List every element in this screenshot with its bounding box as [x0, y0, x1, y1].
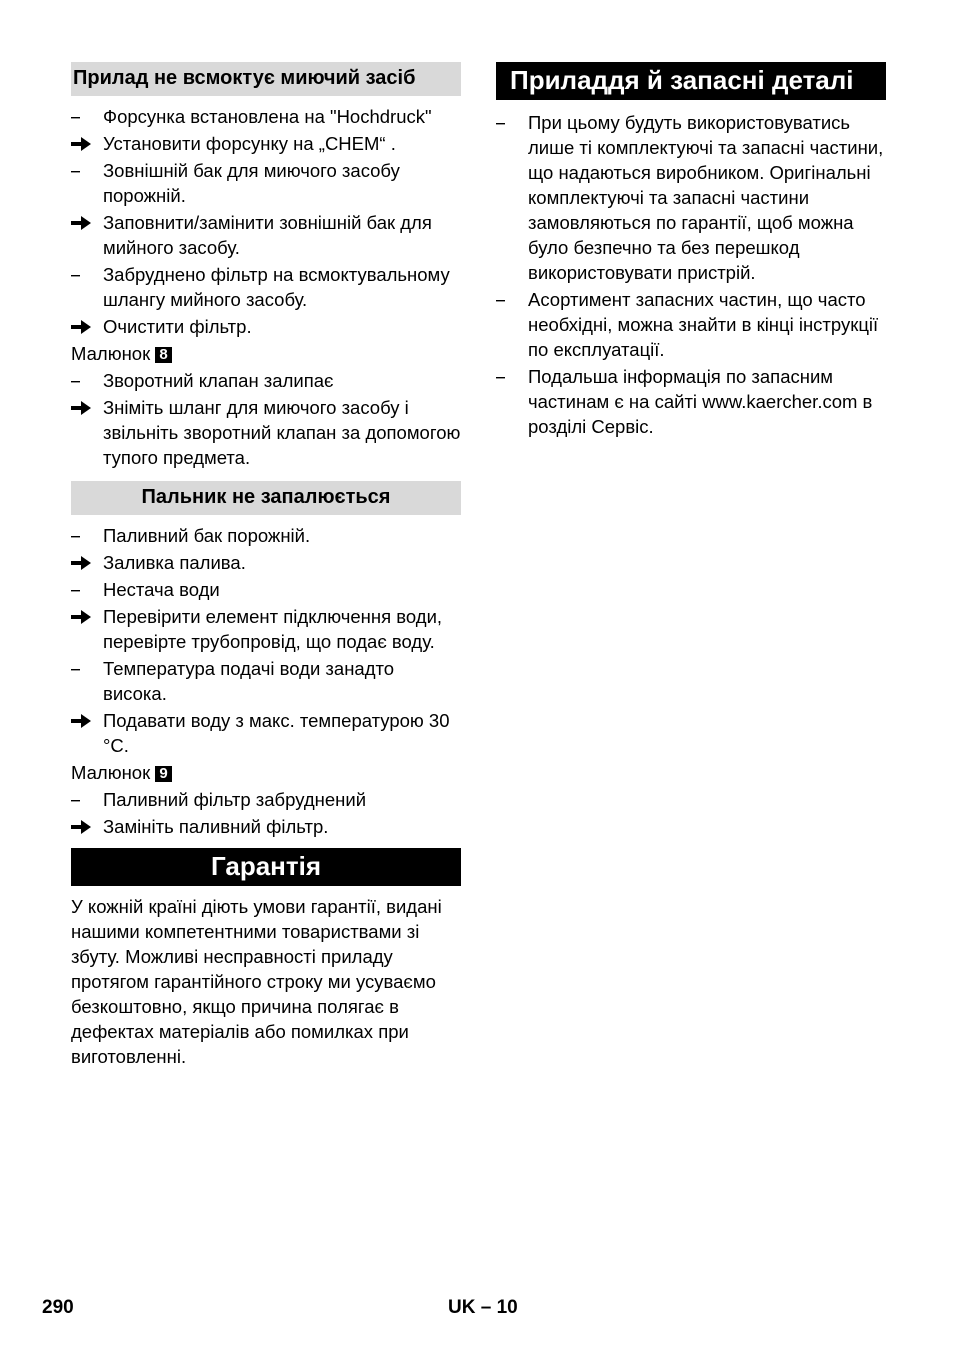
cause-item — [496, 110, 886, 285]
dash-bullet-icon — [496, 364, 520, 384]
item-text: Забруднено фільтр на всмоктувальному шлангу мийного засобу. — [103, 264, 450, 310]
dash-bullet-icon — [71, 104, 95, 124]
item-text: Форсунка встановлена на "Hochdruck" — [103, 106, 432, 127]
warranty-heading: Гарантія — [71, 848, 461, 886]
right-column — [496, 62, 886, 439]
cause-item — [71, 262, 461, 312]
dash-bullet-icon — [71, 656, 95, 676]
burner-troubleshooting-list — [71, 523, 461, 758]
cause-item — [71, 368, 461, 393]
accessories-list — [496, 110, 886, 439]
dash-bullet-icon — [71, 262, 95, 282]
page-number: 290 — [42, 1297, 74, 1318]
cause-item — [71, 104, 461, 129]
figure-number-badge: 8 — [155, 347, 171, 363]
action-item — [71, 210, 461, 260]
item-text: Зворотний клапан залипає — [103, 370, 334, 391]
figure-reference-9 — [71, 760, 461, 785]
item-text: Зовнішній бак для миючого засобу порожній. — [103, 160, 400, 206]
item-text: Очистити фільтр. — [103, 316, 252, 337]
item-text: Нестача води — [103, 579, 220, 600]
item-text: Заливка палива. — [103, 552, 246, 573]
arrow-right-icon — [71, 314, 95, 334]
action-item — [71, 314, 461, 339]
arrow-right-icon — [71, 604, 95, 624]
item-text: Паливний фільтр забруднений — [103, 789, 367, 810]
dash-bullet-icon — [71, 158, 95, 178]
action-item — [71, 131, 461, 156]
item-text: Температура подачі води занадто висока. — [103, 658, 395, 704]
fuel-filter-list — [71, 787, 461, 839]
figure-label: Малюнок — [71, 343, 151, 364]
cause-item — [496, 287, 886, 362]
item-text: Зніміть шланг для миючого засобу і звільніть зворотний клапан за допомогою тупого предмета. — [103, 397, 461, 468]
cause-item — [71, 787, 461, 812]
cause-item — [71, 523, 461, 548]
cause-item — [71, 656, 461, 706]
arrow-right-icon — [71, 814, 95, 834]
section-heading-burner: Пальник не запалюється — [71, 481, 461, 515]
action-item — [71, 604, 461, 654]
action-item — [71, 814, 461, 839]
item-text: Заповнити/замінити зовнішній бак для мийного засобу. — [103, 212, 432, 258]
cause-item — [71, 158, 461, 208]
item-text: Подальша інформація по запасним частинам є на сайті www.kaercher.com в розділі Сервіс. — [528, 366, 873, 437]
action-item — [71, 550, 461, 575]
cause-item — [71, 577, 461, 602]
dash-bullet-icon — [71, 577, 95, 597]
figure-label: Малюнок — [71, 762, 151, 783]
left-column — [71, 62, 461, 1069]
section-heading-detergent: Прилад не всмоктує миючий засіб — [71, 62, 461, 96]
dash-bullet-icon — [71, 368, 95, 388]
item-text: Подавати воду з макс. температурою 30 °C. — [103, 710, 450, 756]
check-valve-list — [71, 368, 461, 470]
arrow-right-icon — [71, 550, 95, 570]
arrow-right-icon — [71, 131, 95, 151]
item-text: Замініть паливний фільтр. — [103, 816, 329, 837]
arrow-right-icon — [71, 395, 95, 415]
dash-bullet-icon — [496, 287, 520, 307]
warranty-paragraph: У кожній країні діють умови гарантії, видані нашими компетентними товариствами зі збуту. Можливі несправності приладу протягом гарантійного строку ми усуваємо безкоштовно, якщо причина полягає в дефектах матеріалів або помилках при виготовленні. — [71, 896, 442, 1067]
dash-bullet-icon — [71, 787, 95, 807]
cause-item — [496, 364, 886, 439]
detergent-troubleshooting-list — [71, 104, 461, 339]
accessories-heading: Приладдя й запасні деталі — [496, 62, 886, 100]
arrow-right-icon — [71, 210, 95, 230]
figure-reference-8 — [71, 341, 461, 366]
figure-number-badge: 9 — [155, 766, 171, 782]
arrow-right-icon — [71, 708, 95, 728]
item-text: Паливний бак порожній. — [103, 525, 311, 546]
action-item — [71, 395, 461, 470]
item-text: Установити форсунку на „CHEM“ . — [103, 133, 396, 154]
item-text: При цьому будуть використовуватись лише ті комплектуючі та запасні частини, що надаються виробником. Оригінальні комплектуючі та запасні частини замовляються по гарантії, щоб можна було безпечно та без перешкод використовувати пристрій. — [528, 112, 884, 283]
dash-bullet-icon — [71, 523, 95, 543]
item-text: Перевірити елемент підключення води, перевірте трубопровід, що подає воду. — [103, 606, 443, 652]
dash-bullet-icon — [496, 110, 520, 130]
action-item — [71, 708, 461, 758]
item-text: Асортимент запасних частин, що часто необхідні, можна знайти в кінці інструкції по експлуатації. — [528, 289, 879, 360]
language-page-label: UK – 10 — [448, 1297, 518, 1318]
